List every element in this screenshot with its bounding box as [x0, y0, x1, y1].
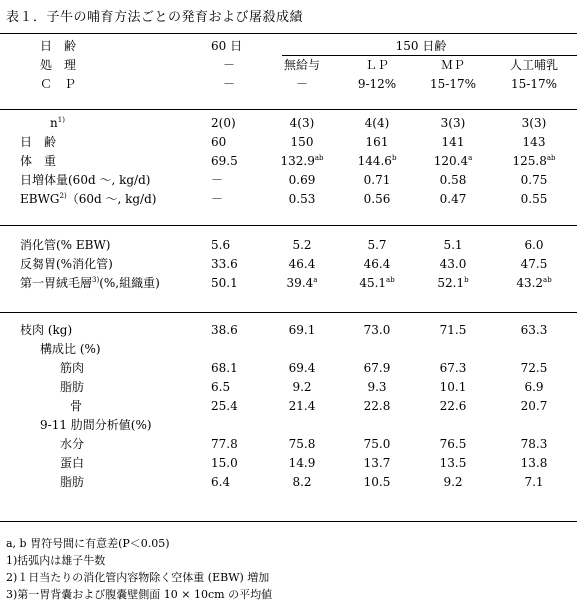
- growth-row: [0, 152, 577, 171]
- table-cell: [339, 255, 415, 274]
- growth-row: [0, 190, 577, 209]
- treatment-60: －: [223, 58, 236, 72]
- cell-value: 52.1: [437, 276, 465, 290]
- cell-value: 7.1: [524, 475, 544, 489]
- table-cell: [265, 274, 339, 293]
- cell-value: 141: [441, 135, 465, 149]
- table-cell: [339, 236, 415, 255]
- footnotes: [6, 535, 272, 603]
- table-cell: [491, 274, 577, 293]
- row-label: [0, 171, 205, 190]
- cell-value: 150: [290, 135, 314, 149]
- row-label-text: 蛋白: [60, 456, 85, 470]
- table-cell: [491, 416, 577, 435]
- row-label-text: 体 重: [20, 154, 57, 168]
- cell-value: 144.6: [357, 154, 392, 168]
- table-cell: [415, 321, 491, 340]
- table-cell: [339, 133, 415, 152]
- growth-row: [0, 114, 577, 133]
- table-cell: [205, 397, 265, 416]
- table-cell: [415, 236, 491, 255]
- cell-value: 46.4: [288, 257, 316, 271]
- cell-value: 75.0: [363, 437, 391, 451]
- cell-significance: b: [391, 154, 397, 162]
- section1-rule: [0, 225, 577, 226]
- cell-value: 13.5: [439, 456, 467, 470]
- carcass-row: [0, 473, 577, 492]
- cell-value: 9.3: [367, 380, 387, 394]
- cell-value: 68.1: [211, 361, 238, 375]
- table-cell: [415, 416, 491, 435]
- table-cell: [265, 255, 339, 274]
- table-cell: [205, 114, 265, 133]
- table-cell: [491, 190, 577, 209]
- table-cell: [491, 473, 577, 492]
- cell-value: 143: [522, 135, 546, 149]
- table-cell: [415, 152, 491, 171]
- carcass-row: [0, 321, 577, 340]
- cell-significance: ab: [386, 276, 395, 284]
- digestive-row: [0, 255, 577, 274]
- row-label: [0, 274, 205, 293]
- cell-value: 2(0): [211, 116, 236, 130]
- cell-value: 76.5: [439, 437, 467, 451]
- table-cell: [265, 454, 339, 473]
- table-cell: [205, 152, 265, 171]
- treatment-header-label: 処 理: [40, 58, 77, 72]
- table-cell: [265, 152, 339, 171]
- cell-value: 161: [365, 135, 389, 149]
- row-label: [0, 359, 205, 378]
- table-cell: [265, 378, 339, 397]
- cell-significance: ab: [543, 276, 552, 284]
- row-label: [0, 397, 205, 416]
- carcass-row: [0, 416, 577, 435]
- cell-value: 6.0: [524, 238, 544, 252]
- footnote-significance: a, b 胃符号間に有意差(P＜0.05): [6, 537, 170, 550]
- treatment-mp: ＭＰ: [440, 58, 465, 72]
- footnote-3: 3)第一胃背嚢および腹嚢壁側面 10 × 10cm の平均値: [6, 588, 273, 601]
- cell-significance: a: [468, 154, 473, 162]
- cell-value: 3(3): [440, 116, 466, 130]
- cell-value: 67.3: [439, 361, 467, 375]
- row-label: [0, 152, 205, 171]
- table-cell: [205, 133, 265, 152]
- cell-value: －: [211, 192, 224, 206]
- cell-value: 78.3: [520, 437, 548, 451]
- carcass-row: [0, 378, 577, 397]
- table-cell: [205, 236, 265, 255]
- table-cell: [415, 171, 491, 190]
- cell-value: 45.1: [359, 276, 387, 290]
- row-label: [0, 114, 205, 133]
- cp-mp: 15-17%: [430, 77, 476, 91]
- carcass-row: [0, 435, 577, 454]
- row-label-text: 日 齢: [20, 135, 57, 149]
- cell-value: 69.5: [211, 154, 238, 168]
- row-label-text: 水分: [60, 437, 85, 451]
- cell-value: 10.5: [363, 475, 391, 489]
- table-bottom-rule: [0, 521, 577, 522]
- row-label-text: 骨: [70, 399, 83, 413]
- table-cell: [205, 416, 265, 435]
- table-cell: [205, 171, 265, 190]
- cell-value: 63.3: [520, 323, 548, 337]
- digestive-row: [0, 236, 577, 255]
- row-label-footnote-ref: 2): [59, 192, 67, 200]
- table-cell: [491, 133, 577, 152]
- table-cell: [205, 340, 265, 359]
- table-cell: [339, 321, 415, 340]
- header-age-row: [0, 37, 577, 56]
- row-label: [0, 236, 205, 255]
- cell-value: 0.53: [288, 192, 316, 206]
- cell-value: 9.2: [292, 380, 312, 394]
- table-cell: [339, 114, 415, 133]
- cell-value: 22.8: [363, 399, 391, 413]
- cell-value: 8.2: [292, 475, 312, 489]
- table-cell: [205, 255, 265, 274]
- table-cell: [339, 340, 415, 359]
- cell-value: 43.0: [439, 257, 467, 271]
- row-label: [0, 454, 205, 473]
- table-cell: [265, 236, 339, 255]
- header-treatment-row: [0, 56, 577, 75]
- table-cell: [265, 397, 339, 416]
- table-cell: [339, 274, 415, 293]
- cell-value: 38.6: [211, 323, 238, 337]
- cell-value: 4(3): [289, 116, 315, 130]
- cell-value: 0.56: [363, 192, 391, 206]
- cell-value: 132.9: [280, 154, 315, 168]
- cell-value: 25.4: [211, 399, 238, 413]
- table-cell: [205, 473, 265, 492]
- cell-significance: a: [313, 276, 318, 284]
- table-cell: [205, 435, 265, 454]
- growth-section: [0, 114, 577, 209]
- cell-value: 5.2: [292, 238, 312, 252]
- table-cell: [491, 321, 577, 340]
- table-cell: [491, 435, 577, 454]
- row-label-text: 反芻胃(%消化管): [20, 257, 113, 271]
- table-cell: [205, 454, 265, 473]
- table-cell: [265, 171, 339, 190]
- cell-value: 73.0: [363, 323, 391, 337]
- table-cell: [415, 190, 491, 209]
- digestive-row: [0, 274, 577, 293]
- cell-value: －: [211, 173, 224, 187]
- cp-none: －: [295, 77, 308, 91]
- cell-value: 3(3): [521, 116, 547, 130]
- cell-value: 0.69: [288, 173, 316, 187]
- cell-value: 47.5: [520, 257, 548, 271]
- table-cell: [339, 435, 415, 454]
- row-label-text: 構成比 (%): [40, 342, 101, 356]
- age-60-header: 60 日: [211, 39, 243, 53]
- table-cell: [265, 114, 339, 133]
- cell-value: 0.55: [520, 192, 548, 206]
- table-cell: [339, 397, 415, 416]
- table-cell: [205, 321, 265, 340]
- row-label: [0, 133, 205, 152]
- table-cell: [491, 397, 577, 416]
- cell-significance: b: [464, 276, 469, 284]
- table-cell: [415, 454, 491, 473]
- cell-value: 6.4: [211, 475, 231, 489]
- cell-value: 5.1: [443, 238, 463, 252]
- table-cell: [491, 236, 577, 255]
- row-label-text: n: [50, 116, 58, 130]
- row-label-text: EBWG: [20, 192, 60, 206]
- cell-significance: ab: [314, 154, 324, 162]
- row-label-text: 脂肪: [60, 475, 85, 489]
- carcass-row: [0, 359, 577, 378]
- cell-value: 125.8: [512, 154, 547, 168]
- treatment-artificial: 人工哺乳: [510, 58, 559, 72]
- row-label-text: 第一胃絨毛層: [20, 276, 93, 290]
- row-label: [0, 378, 205, 397]
- cell-value: 20.7: [520, 399, 548, 413]
- table-cell: [415, 473, 491, 492]
- age-150-header: 150 日齢: [395, 39, 447, 53]
- cell-value: 33.6: [211, 257, 238, 271]
- row-label-text: 筋肉: [60, 361, 85, 375]
- cp-lp: 9-12%: [357, 77, 397, 91]
- table-cell: [415, 133, 491, 152]
- table-cell: [265, 416, 339, 435]
- row-label: [0, 190, 205, 209]
- row-label-tail: (%,組織重): [99, 276, 160, 290]
- table-cell: [491, 454, 577, 473]
- cell-value: 46.4: [363, 257, 391, 271]
- footnote-1: 1)括弧内は雄子牛数: [6, 554, 106, 567]
- table-cell: [491, 152, 577, 171]
- cell-value: 6.5: [211, 380, 231, 394]
- row-label-text: 消化管(% EBW): [20, 238, 111, 252]
- table-cell: [491, 255, 577, 274]
- row-label: [0, 255, 205, 274]
- cp-artificial: 15-17%: [511, 77, 558, 91]
- row-label: [0, 321, 205, 340]
- table-cell: [339, 454, 415, 473]
- row-label-text: 9-11 肋間分析値(%): [40, 418, 152, 432]
- row-label: [0, 435, 205, 454]
- header-bottom-rule: [0, 109, 577, 110]
- cell-value: 4(4): [364, 116, 390, 130]
- row-label-text: 脂肪: [60, 380, 85, 394]
- cell-value: 0.75: [520, 173, 548, 187]
- cell-value: 22.6: [439, 399, 467, 413]
- table-cell: [265, 359, 339, 378]
- table-cell: [415, 274, 491, 293]
- table-cell: [205, 274, 265, 293]
- row-label: [0, 340, 205, 359]
- cell-value: 72.5: [520, 361, 548, 375]
- cell-value: 39.4: [286, 276, 314, 290]
- row-label: [0, 473, 205, 492]
- table-cell: [491, 359, 577, 378]
- carcass-row: [0, 454, 577, 473]
- cell-value: 43.2: [516, 276, 544, 290]
- table-cell: [415, 340, 491, 359]
- table-cell: [265, 190, 339, 209]
- table-cell: [415, 359, 491, 378]
- cell-value: 120.4: [433, 154, 469, 168]
- table-cell: [491, 171, 577, 190]
- cell-value: 13.7: [363, 456, 391, 470]
- carcass-row: [0, 397, 577, 416]
- table-cell: [265, 321, 339, 340]
- row-label-tail: （60d ～, kg/d): [66, 192, 157, 206]
- growth-row: [0, 171, 577, 190]
- cp-header-label: Ｃ Ｐ: [40, 77, 77, 91]
- table-cell: [205, 378, 265, 397]
- cell-value: 50.1: [211, 276, 238, 290]
- cp-60: －: [223, 77, 236, 91]
- growth-row: [0, 133, 577, 152]
- row-label-footnote-ref: 3): [92, 276, 100, 284]
- cell-value: 0.58: [439, 173, 467, 187]
- table-cell: [265, 473, 339, 492]
- cell-value: 0.71: [363, 173, 391, 187]
- cell-value: 77.8: [211, 437, 238, 451]
- cell-value: 67.9: [363, 361, 391, 375]
- digestive-section: [0, 236, 577, 293]
- table-cell: [339, 473, 415, 492]
- table-cell: [339, 416, 415, 435]
- row-label: [0, 416, 205, 435]
- table-cell: [339, 152, 415, 171]
- table-header: [0, 37, 577, 94]
- cell-value: 69.1: [288, 323, 316, 337]
- table-cell: [415, 397, 491, 416]
- table-caption: 表１．子牛の哺育方法ごとの発育および屠殺成績: [6, 10, 304, 25]
- treatment-none: 無給与: [283, 58, 320, 72]
- cell-value: 5.6: [211, 238, 231, 252]
- carcass-section: [0, 321, 577, 492]
- table-cell: [339, 359, 415, 378]
- cell-value: 21.4: [288, 399, 316, 413]
- table-cell: [415, 378, 491, 397]
- table-cell: [339, 171, 415, 190]
- table-cell: [491, 114, 577, 133]
- table-cell: [265, 133, 339, 152]
- section2-rule: [0, 312, 577, 313]
- table-cell: [205, 359, 265, 378]
- table-top-rule: [0, 33, 577, 34]
- cell-value: 13.8: [520, 456, 548, 470]
- cell-value: 6.9: [524, 380, 544, 394]
- cell-value: 60: [211, 135, 227, 149]
- table-cell: [339, 378, 415, 397]
- cell-value: 69.4: [288, 361, 316, 375]
- table-cell: [491, 378, 577, 397]
- age-header-label: 日 齢: [40, 39, 77, 53]
- table-cell: [339, 190, 415, 209]
- row-label-footnote-ref: 1): [57, 116, 65, 124]
- carcass-row: [0, 340, 577, 359]
- row-label-text: 日増体量(60d ～, kg/d): [20, 173, 151, 187]
- cell-value: 75.8: [288, 437, 316, 451]
- footnote-2: 2)１日当たりの消化管内容物除く空体重 (EBW) 増加: [6, 571, 270, 584]
- table-cell: [415, 435, 491, 454]
- cell-value: 15.0: [211, 456, 238, 470]
- header-cp-row: [0, 75, 577, 94]
- table-cell: [415, 255, 491, 274]
- treatment-lp: ＬＰ: [364, 58, 389, 72]
- cell-value: 71.5: [439, 323, 467, 337]
- table-cell: [265, 435, 339, 454]
- table-cell: [415, 114, 491, 133]
- table-cell: [205, 190, 265, 209]
- cell-value: 10.1: [439, 380, 467, 394]
- cell-value: 5.7: [367, 238, 387, 252]
- cell-significance: ab: [546, 154, 556, 162]
- table-cell: [491, 340, 577, 359]
- row-label-text: 枝肉 (kg): [20, 323, 73, 337]
- table-cell: [265, 340, 339, 359]
- cell-value: 0.47: [439, 192, 467, 206]
- cell-value: 14.9: [288, 456, 316, 470]
- cell-value: 9.2: [443, 475, 463, 489]
